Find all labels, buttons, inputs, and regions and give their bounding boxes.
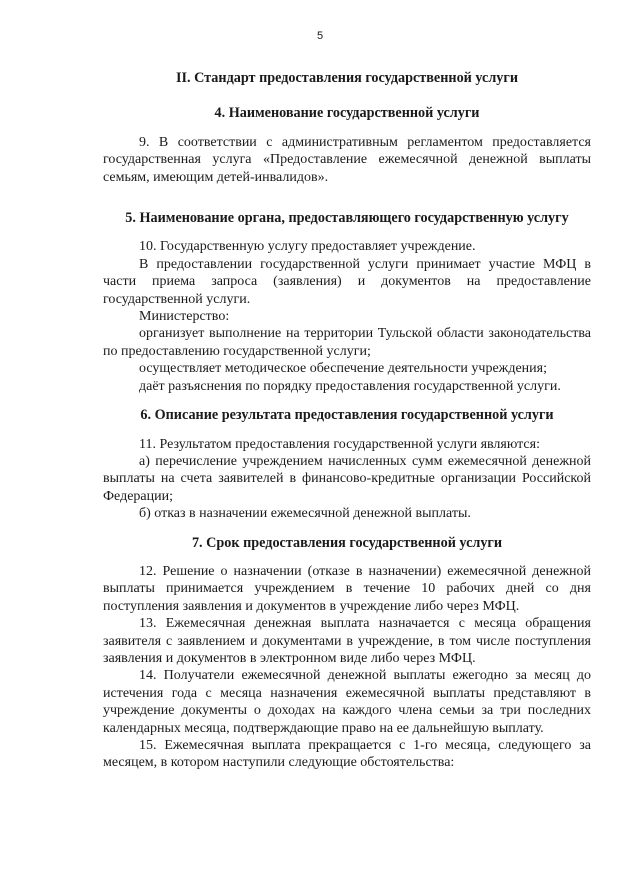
paragraph-15: 15. Ежемесячная выплата прекращается с 1-го месяца, следующего за месяцем, в котором наступили следующие обстоятельства:: [103, 738, 591, 771]
paragraph-13: 13. Ежемесячная денежная выплата назначается с месяца обращения заявителя с заявлением и документами в учреждение, в том числе поступления заявления и документов в электронном виде либо через МФЦ.: [103, 616, 591, 666]
section-5: [103, 210, 591, 395]
paragraph-10: 10. Государственную услугу предоставляет учреждение.: [139, 239, 476, 255]
paragraph-9: 9. В соответствии с административным регламентом предоставляется государственная услуга «Предоставление ежемесячной денежной выплаты семьям, имеющим детей-инвалидов».: [103, 134, 591, 185]
section-4-heading: 4. Наименование государственной услуги: [214, 105, 480, 122]
paragraph-14: 14. Получатели ежемесячной денежной выплаты ежегодно за месяц до истечения года с месяца назначения ежемесячной выплаты представляют в учреждение документы о доходах на каждого члена семьи за три последних календарных месяца, подтверждающие право на ее дальнейшую выплату.: [103, 668, 591, 736]
paragraph-ministry: Министерство:: [139, 309, 230, 325]
section-title: II. Стандарт предоставления государственной услуги: [175, 70, 519, 86]
paragraph-organizes: организует выполнение на территории Тульской области законодательства по предоставлению государственной услуги;: [103, 326, 591, 359]
document-body: [103, 70, 591, 772]
section-6-heading: 6. Описание результата предоставления государственной услуги: [140, 407, 554, 424]
paragraph-explains: даёт разъяснения по порядку предоставления государственной услуги.: [139, 378, 561, 394]
paragraph-12: 12. Решение о назначении (отказе в назначении) ежемесячной денежной выплаты принимается учреждением в течение 10 рабочих дней со дня поступления заявления и документов в учреждение либо через МФЦ.: [103, 563, 591, 614]
section-5-heading: 5. Наименование органа, предоставляющего государственную услугу: [125, 210, 569, 227]
section-7: [103, 535, 591, 772]
section-6: [103, 407, 591, 522]
paragraph-methodical: осуществляет методическое обеспечение деятельности учреждения;: [139, 361, 547, 377]
paragraph-11a: а) перечисление учреждением начисленных сумм ежемесячной денежной выплаты на счета заявителей в финансово-кредитные организации Российской Федерации;: [103, 453, 591, 504]
paragraph-11b: б) отказ в назначении ежемесячной денежной выплаты.: [139, 506, 471, 522]
paragraph-mfc: В предоставлении государственной услуги принимает участие МФЦ в части приема запроса (заявления) и документов на предоставление государственной услуги.: [103, 256, 591, 307]
page-number: 5: [316, 30, 324, 42]
paragraph-11: 11. Результатом предоставления государственной услуги являются:: [139, 436, 540, 452]
section-4: [103, 105, 591, 186]
section-7-heading: 7. Срок предоставления государственной услуги: [191, 534, 503, 551]
